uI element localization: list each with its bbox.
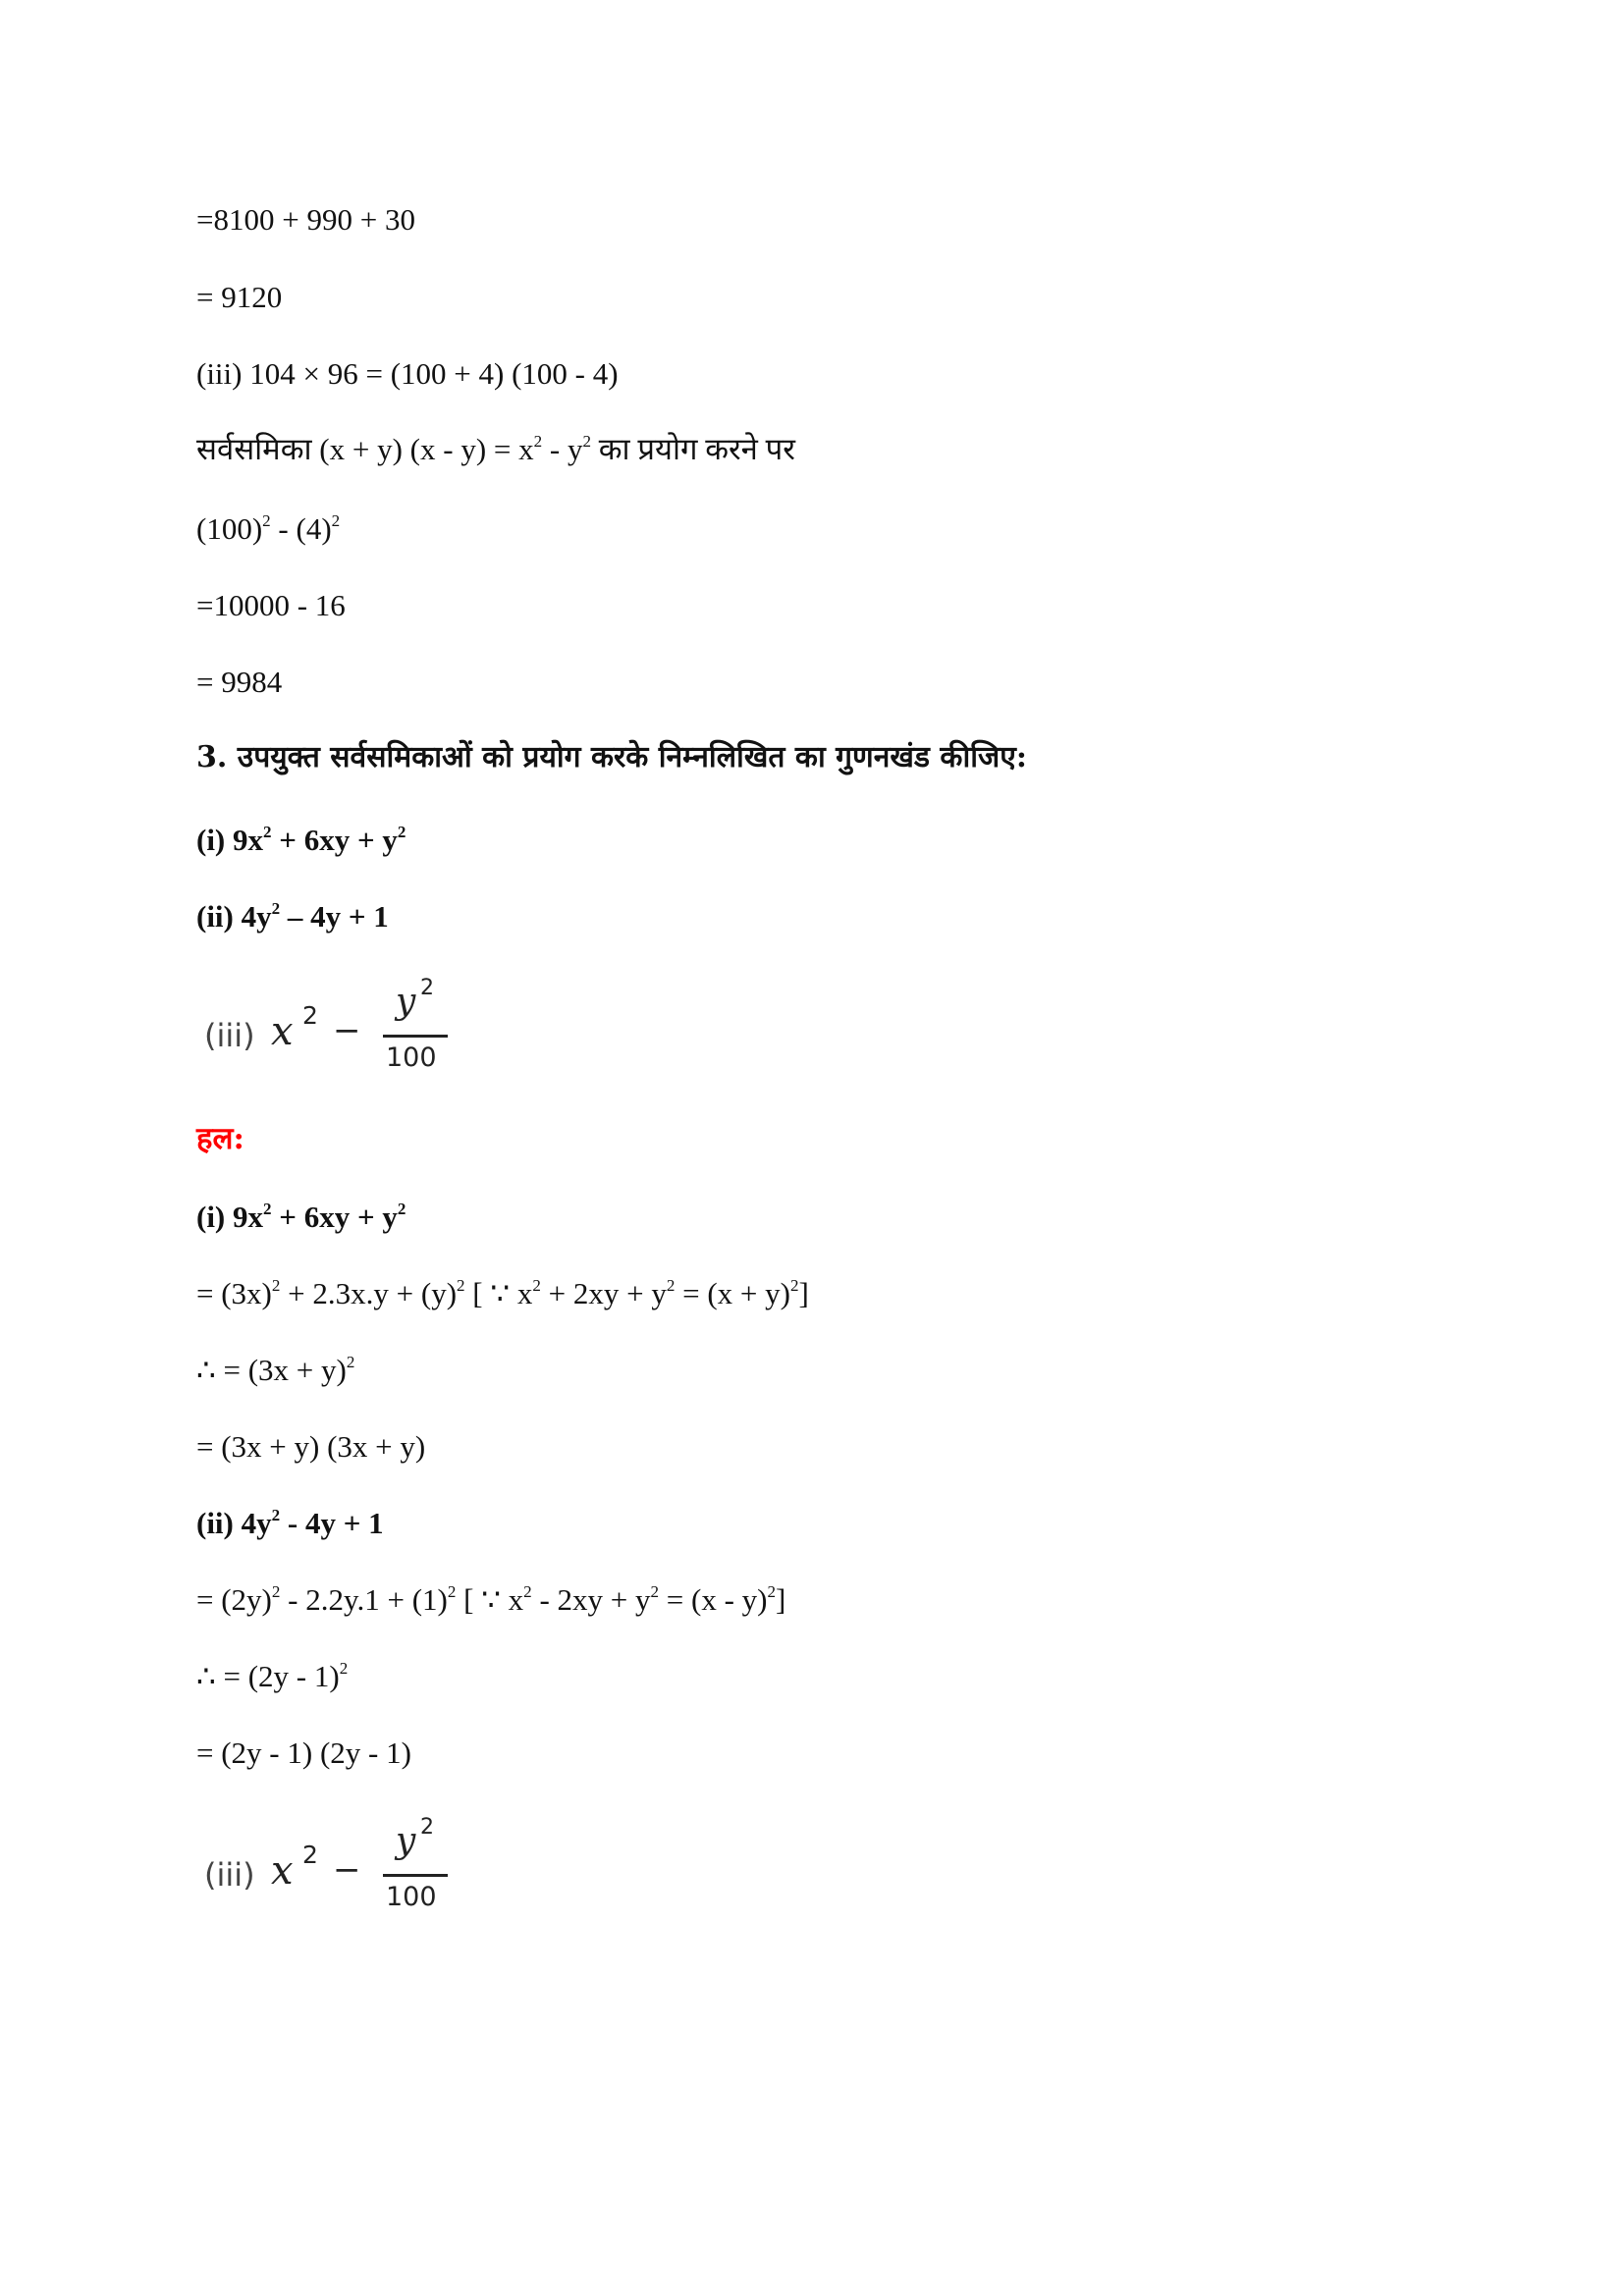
solution-step: = (2y - 1) (2y - 1)	[196, 1735, 411, 1770]
identity-line: सर्वसमिका (x + y) $(x - y) = x^2 - y^2$ का प्रयोग करने पर	[196, 432, 795, 466]
equation-line: =10000 - 16	[196, 588, 346, 622]
equation-line: = 9120	[196, 280, 283, 314]
question-item-i: (i) $9x^2 + 6xy + y^2$	[196, 823, 406, 857]
equation-line: =8100 + 990 + 30	[196, 202, 415, 237]
solution-item-i: (i) $9x^2 + 6xy + y^2$	[196, 1200, 406, 1234]
question-heading: 3. उपयुक्त सर्वसमिकाओं को प्रयोग करके निम्नलिखित का गुणनखंड कीजिए:	[196, 740, 1027, 774]
solution-label: हल:	[196, 1121, 244, 1156]
solution-item-iii-math: (iii) x 2 − y 2 100	[199, 1821, 455, 1929]
solution-step: ∴ = (2y - 1)$^2$	[196, 1659, 349, 1693]
solution-step: = $(3x)^2 + 2.3x.y + (y)^2$ [ ∵ $x^2 + 2xy + y^2 = (x + y)^2$]	[196, 1276, 809, 1310]
question-item-ii: (ii) $4y^2 - 4y + 1$	[196, 899, 389, 934]
equation-line: (iii) 104 × 96 = (100 + 4) (100 - 4)	[196, 356, 619, 391]
equation-line: = 9984	[196, 665, 283, 699]
solution-item-ii: (ii) $4y^2 - 4y + 1$	[196, 1506, 384, 1540]
question-item-iii-math: (iii) x 2 − y 2 100	[199, 982, 455, 1090]
solution-step: ∴ = $(3x + y)^2$	[196, 1353, 355, 1387]
solution-step: = (3x + y) (3x + y)	[196, 1429, 426, 1464]
solution-step: = $(2y)^2 - 2.2y.1 + (1)^2$ [ ∵ $x^2 - 2xy + y^2 = (x - y)^2$]	[196, 1582, 786, 1617]
equation-line: $(100)^2 - (4)^2$	[196, 511, 341, 546]
